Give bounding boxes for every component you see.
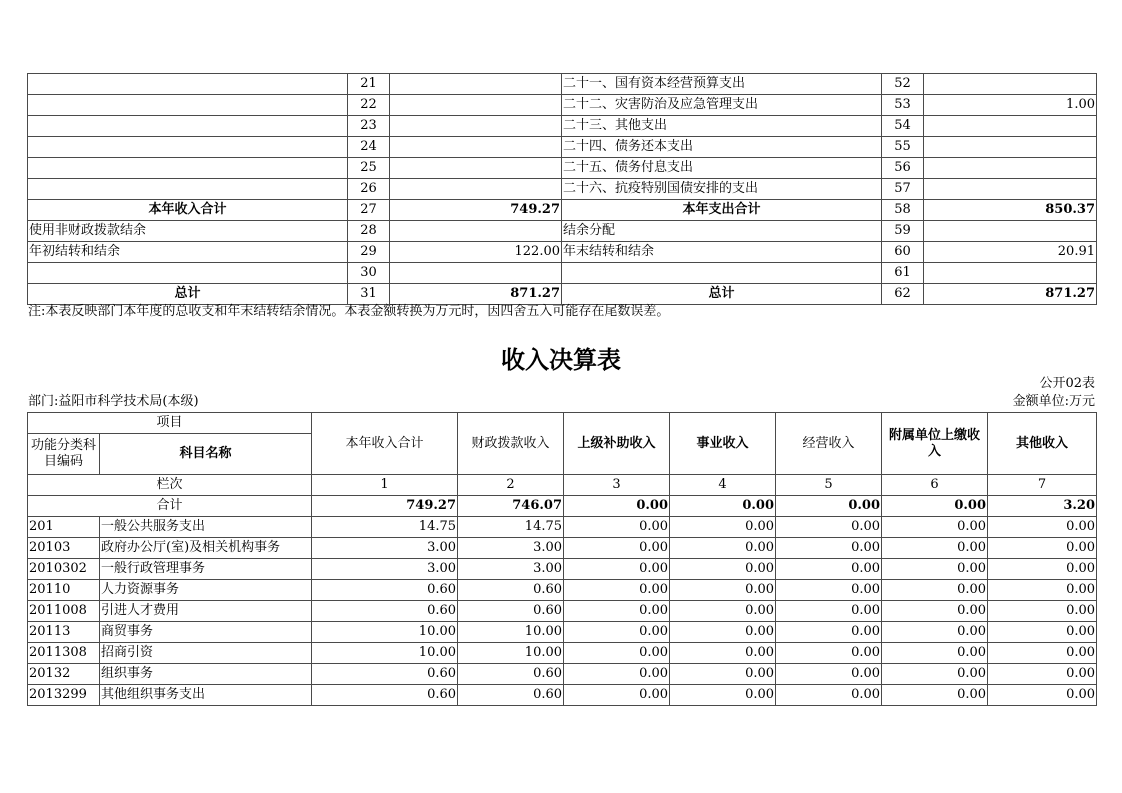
summary-right-line-number: 57: [882, 179, 924, 200]
amount-cell: 0.00: [564, 685, 670, 706]
summary-right-amount: [924, 263, 1097, 284]
amount-cell: 0.00: [776, 685, 882, 706]
summary-left-line-number: 26: [348, 179, 390, 200]
summary-right-amount: [924, 116, 1097, 137]
amount-cell: 0.00: [882, 601, 988, 622]
amount-cell: 3.00: [458, 559, 564, 580]
summary-right-amount: [924, 137, 1097, 158]
summary-right-label: 结余分配: [562, 221, 882, 242]
summary-left-amount: [390, 137, 562, 158]
column-number: 4: [670, 475, 776, 496]
summary-right-amount: [924, 74, 1097, 95]
summary-right-line-number: 62: [882, 284, 924, 305]
total-value: 0.00: [670, 496, 776, 517]
table-row: [28, 664, 1097, 685]
table-row: [28, 643, 1097, 664]
column-number: 6: [882, 475, 988, 496]
column-number: 5: [776, 475, 882, 496]
subject-name: 组织事务: [100, 664, 312, 685]
summary-right-amount: [924, 158, 1097, 179]
amount-cell: 0.00: [670, 538, 776, 559]
total-value: 3.20: [988, 496, 1097, 517]
subject-code: 2010302: [28, 559, 100, 580]
amount-cell: 0.00: [988, 601, 1097, 622]
amount-cell: 0.00: [670, 601, 776, 622]
amount-cell: 0.00: [988, 559, 1097, 580]
amount-cell: 0.00: [564, 538, 670, 559]
subject-code: 2013299: [28, 685, 100, 706]
summary-left-label: [28, 95, 348, 116]
summary-left-line-number: 31: [348, 284, 390, 305]
summary-right-line-number: 54: [882, 116, 924, 137]
summary-right-label: 二十六、抗疫特别国债安排的支出: [562, 179, 882, 200]
subject-name: 一般行政管理事务: [100, 559, 312, 580]
amount-cell: 0.00: [564, 622, 670, 643]
summary-left-label: 年初结转和结余: [28, 242, 348, 263]
summary-right-amount: 850.37: [924, 200, 1097, 221]
amount-cell: 0.00: [882, 685, 988, 706]
summary-row: [28, 284, 1097, 305]
amount-cell: 0.00: [988, 643, 1097, 664]
amount-cell: 0.00: [882, 643, 988, 664]
table-row: [28, 580, 1097, 601]
summary-right-label: [562, 263, 882, 284]
amount-cell: 0.00: [670, 685, 776, 706]
summary-left-line-number: 24: [348, 137, 390, 158]
summary-table: [27, 73, 1097, 305]
summary-left-amount: [390, 74, 562, 95]
amount-cell: 0.60: [312, 664, 458, 685]
subject-code: 20113: [28, 622, 100, 643]
summary-right-label: 年末结转和结余: [562, 242, 882, 263]
summary-left-line-number: 21: [348, 74, 390, 95]
summary-left-label: [28, 179, 348, 200]
column-number: 2: [458, 475, 564, 496]
summary-left-amount: 122.00: [390, 242, 562, 263]
total-value: 0.00: [564, 496, 670, 517]
summary-left-amount: [390, 179, 562, 200]
amount-cell: 0.00: [776, 559, 882, 580]
amount-cell: 0.00: [882, 517, 988, 538]
summary-right-line-number: 53: [882, 95, 924, 116]
amount-cell: 14.75: [312, 517, 458, 538]
summary-right-amount: 871.27: [924, 284, 1097, 305]
amount-cell: 0.00: [882, 559, 988, 580]
summary-left-amount: [390, 263, 562, 284]
summary-right-amount: 20.91: [924, 242, 1097, 263]
amount-cell: 0.60: [458, 685, 564, 706]
table-row: [28, 559, 1097, 580]
summary-left-amount: [390, 158, 562, 179]
subject-name: 商贸事务: [100, 622, 312, 643]
amount-cell: 3.00: [458, 538, 564, 559]
summary-left-label: 使用非财政拨款结余: [28, 221, 348, 242]
table-row: [28, 538, 1097, 559]
subject-code: 20132: [28, 664, 100, 685]
subject-name: 引进人才费用: [100, 601, 312, 622]
subject-name: 一般公共服务支出: [100, 517, 312, 538]
amount-cell: 0.00: [564, 643, 670, 664]
summary-right-amount: [924, 221, 1097, 242]
summary-right-label: 总计: [562, 284, 882, 305]
header-col-5: 经营收入: [776, 413, 882, 475]
summary-right-line-number: 59: [882, 221, 924, 242]
amount-cell: 0.00: [564, 664, 670, 685]
amount-cell: 0.00: [776, 664, 882, 685]
table-row: [28, 517, 1097, 538]
amount-cell: 0.00: [564, 559, 670, 580]
header-name: 科目名称: [100, 434, 312, 475]
summary-right-line-number: 55: [882, 137, 924, 158]
summary-row: [28, 95, 1097, 116]
header-item: 项目: [28, 413, 312, 434]
column-number-row: [28, 475, 1097, 496]
summary-left-label: [28, 263, 348, 284]
summary-left-amount: [390, 95, 562, 116]
amount-cell: 0.00: [988, 685, 1097, 706]
header-col-6: 附属单位上缴收入: [882, 413, 988, 475]
table-row: [28, 685, 1097, 706]
summary-left-line-number: 29: [348, 242, 390, 263]
summary-left-label: [28, 137, 348, 158]
total-value: 746.07: [458, 496, 564, 517]
table-row: [28, 601, 1097, 622]
amount-cell: 10.00: [312, 622, 458, 643]
header-col-1: 本年收入合计: [312, 413, 458, 475]
header-row-1: [28, 413, 1097, 434]
amount-cell: 0.00: [776, 580, 882, 601]
summary-left-label: 总计: [28, 284, 348, 305]
income-table: [27, 412, 1097, 706]
header-col-2: 财政拨款收入: [458, 413, 564, 475]
summary-left-label: [28, 116, 348, 137]
summary-left-line-number: 25: [348, 158, 390, 179]
summary-left-label: [28, 158, 348, 179]
amount-cell: 0.00: [988, 538, 1097, 559]
header-col-3: 上级补助收入: [564, 413, 670, 475]
subject-name: 人力资源事务: [100, 580, 312, 601]
header-col-4: 事业收入: [670, 413, 776, 475]
column-number-label: 栏次: [28, 475, 312, 496]
subject-name: 政府办公厅(室)及相关机构事务: [100, 538, 312, 559]
summary-left-line-number: 28: [348, 221, 390, 242]
amount-cell: 0.00: [776, 538, 882, 559]
amount-cell: 0.00: [564, 517, 670, 538]
total-row: [28, 496, 1097, 517]
summary-right-line-number: 56: [882, 158, 924, 179]
summary-row: [28, 74, 1097, 95]
amount-cell: 0.60: [458, 601, 564, 622]
column-number: 3: [564, 475, 670, 496]
page-title: 收入决算表: [501, 346, 621, 374]
amount-cell: 0.60: [458, 664, 564, 685]
amount-cell: 0.00: [882, 538, 988, 559]
subject-code: 2011308: [28, 643, 100, 664]
summary-row: [28, 116, 1097, 137]
summary-row: [28, 137, 1097, 158]
department-label: 部门:益阳市科学技术局(本级): [28, 394, 199, 409]
total-label: 合计: [28, 496, 312, 517]
summary-left-line-number: 27: [348, 200, 390, 221]
summary-right-line-number: 61: [882, 263, 924, 284]
summary-left-amount: [390, 116, 562, 137]
amount-cell: 0.60: [312, 601, 458, 622]
header-code: 功能分类科目编码: [28, 434, 100, 475]
summary-right-label: 二十三、其他支出: [562, 116, 882, 137]
amount-cell: 14.75: [458, 517, 564, 538]
summary-left-line-number: 23: [348, 116, 390, 137]
amount-cell: 0.00: [670, 517, 776, 538]
total-value: 0.00: [776, 496, 882, 517]
amount-unit-label: 金额单位:万元: [1012, 394, 1095, 409]
summary-row: [28, 221, 1097, 242]
amount-cell: 0.00: [564, 580, 670, 601]
summary-row: [28, 263, 1097, 284]
summary-left-label: 本年收入合计: [28, 200, 348, 221]
amount-cell: 0.00: [988, 664, 1097, 685]
header-col-7: 其他收入: [988, 413, 1097, 475]
summary-right-label: 二十四、债务还本支出: [562, 137, 882, 158]
summary-right-amount: [924, 179, 1097, 200]
summary-left-amount: 749.27: [390, 200, 562, 221]
column-number: 7: [988, 475, 1097, 496]
amount-cell: 0.00: [670, 643, 776, 664]
amount-cell: 0.00: [776, 517, 882, 538]
subject-code: 20103: [28, 538, 100, 559]
income-table-body: [28, 413, 1097, 706]
summary-right-line-number: 58: [882, 200, 924, 221]
summary-left-amount: 871.27: [390, 284, 562, 305]
summary-row: [28, 200, 1097, 221]
table-row: [28, 622, 1097, 643]
amount-cell: 0.60: [458, 580, 564, 601]
summary-right-label: 二十二、灾害防治及应急管理支出: [562, 95, 882, 116]
amount-cell: 0.00: [776, 622, 882, 643]
amount-cell: 0.00: [988, 580, 1097, 601]
form-number: 公开02表: [1039, 376, 1095, 391]
summary-row: [28, 179, 1097, 200]
amount-cell: 0.60: [312, 580, 458, 601]
amount-cell: 0.00: [882, 664, 988, 685]
amount-cell: 3.00: [312, 559, 458, 580]
subject-name: 招商引资: [100, 643, 312, 664]
amount-cell: 0.60: [312, 685, 458, 706]
summary-row: [28, 242, 1097, 263]
amount-cell: 10.00: [458, 622, 564, 643]
subject-code: 201: [28, 517, 100, 538]
summary-left-line-number: 22: [348, 95, 390, 116]
summary-row: [28, 158, 1097, 179]
subject-name: 其他组织事务支出: [100, 685, 312, 706]
column-number: 1: [312, 475, 458, 496]
amount-cell: 0.00: [564, 601, 670, 622]
summary-left-label: [28, 74, 348, 95]
amount-cell: 0.00: [776, 601, 882, 622]
summary-right-line-number: 52: [882, 74, 924, 95]
amount-cell: 0.00: [670, 664, 776, 685]
total-value: 0.00: [882, 496, 988, 517]
amount-cell: 0.00: [670, 622, 776, 643]
subject-code: 2011008: [28, 601, 100, 622]
amount-cell: 0.00: [882, 580, 988, 601]
summary-right-label: 二十一、国有资本经营预算支出: [562, 74, 882, 95]
amount-cell: 0.00: [670, 580, 776, 601]
table-note: 注:本表反映部门本年度的总收支和年末结转结余情况。本表金额转换为万元时，因四舍五入可能存在尾数误差。: [28, 304, 670, 319]
amount-cell: 10.00: [312, 643, 458, 664]
summary-right-amount: 1.00: [924, 95, 1097, 116]
amount-cell: 0.00: [670, 559, 776, 580]
total-value: 749.27: [312, 496, 458, 517]
subject-code: 20110: [28, 580, 100, 601]
summary-table-body: [28, 74, 1097, 305]
summary-right-label: 本年支出合计: [562, 200, 882, 221]
amount-cell: 3.00: [312, 538, 458, 559]
amount-cell: 0.00: [882, 622, 988, 643]
amount-cell: 0.00: [776, 643, 882, 664]
amount-cell: 10.00: [458, 643, 564, 664]
summary-right-line-number: 60: [882, 242, 924, 263]
summary-right-label: 二十五、债务付息支出: [562, 158, 882, 179]
amount-cell: 0.00: [988, 622, 1097, 643]
summary-left-amount: [390, 221, 562, 242]
summary-left-line-number: 30: [348, 263, 390, 284]
amount-cell: 0.00: [988, 517, 1097, 538]
